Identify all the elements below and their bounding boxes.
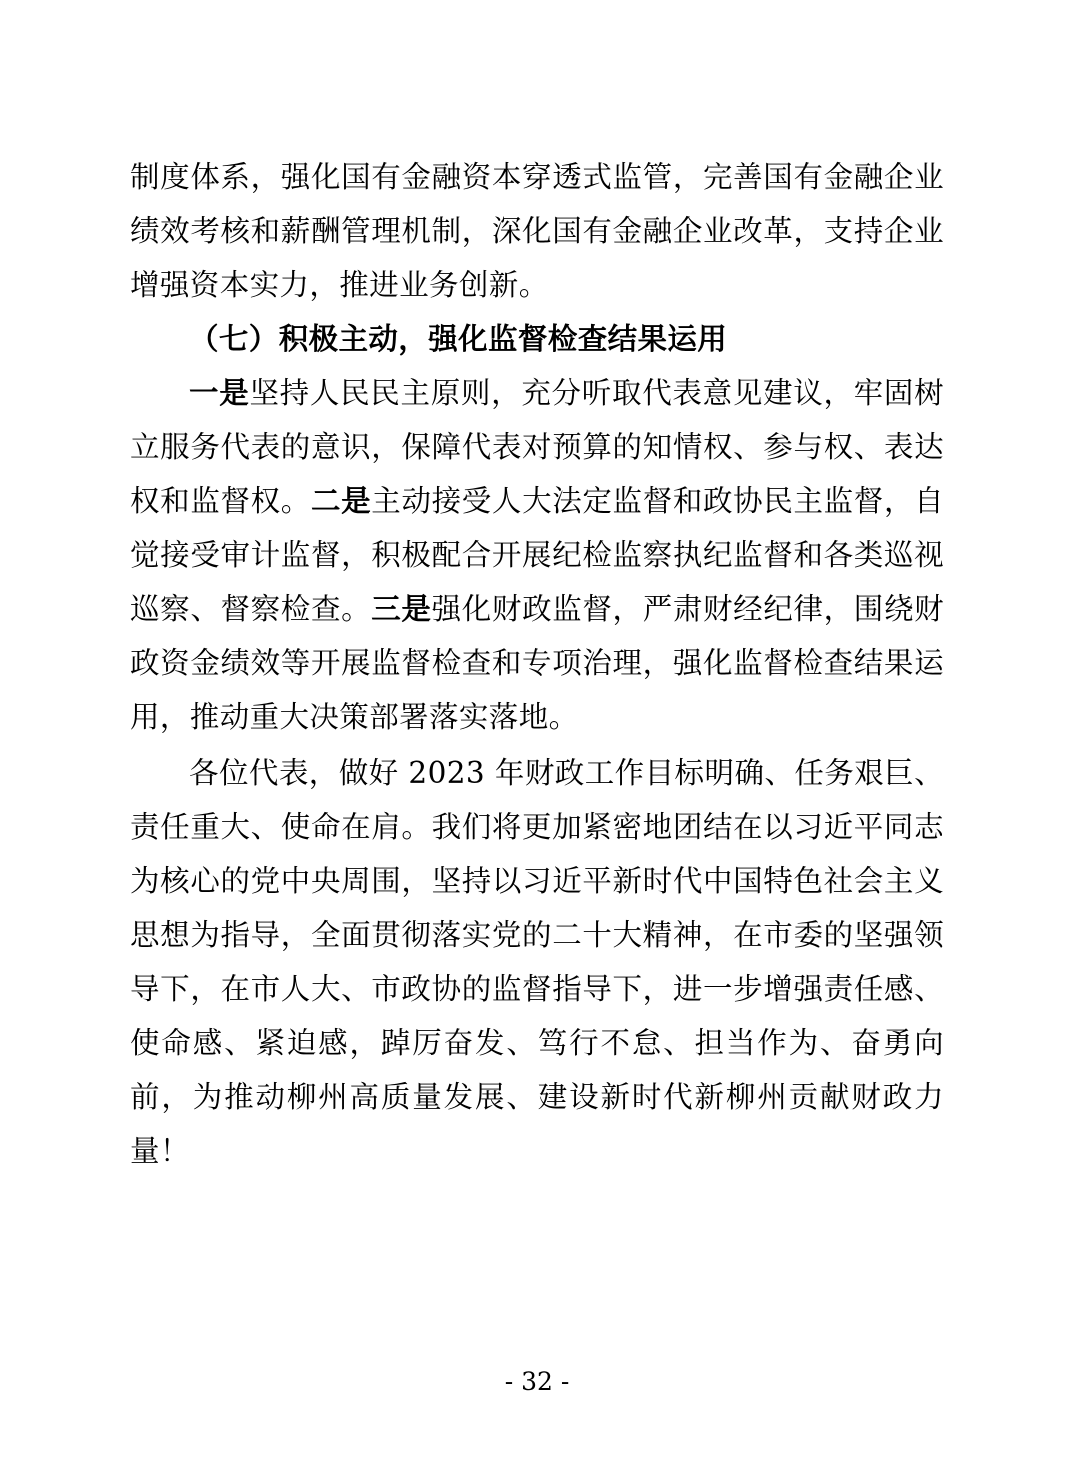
run-text-second: 主动接受人大法定监督和政协民主监督，自觉接受审计监督，积极配合开展纪检监察执纪监督和各类巡视巡察、督察检查。 [130,484,945,626]
heading-section-seven: （七）积极主动，强化监督检查结果运用 [189,321,728,356]
run-text-first: 坚持人民民主原则，充分听取代表意见建议，牢固树立服务代表的意识，保障代表对预算的知情权、参与权、表达权和监督权。 [130,376,944,518]
document-body [130,150,944,1178]
page-number: - 32 - [504,1367,570,1396]
paragraph-continued-finance-reform: 制度体系，强化国有金融资本穿透式监管，完善国有金融企业绩效考核和薪酬管理机制，深化国有金融企业改革，支持企业增强资本实力，推进业务创新。 [130,160,944,302]
run-text-third: 强化财政监督，严肃财经纪律，围绕财政资金绩效等开展监督检查和专项治理，强化监督检查结果运用，推动重大决策部署落实落地。 [130,592,944,734]
run-lead-first: 一是 [189,375,250,410]
paragraph-supervision-points [130,366,944,744]
paragraph-closing: 各位代表，做好 2023 年财政工作目标明确、任务艰巨、责任重大、使命在肩。我们将更加紧密地团结在以习近平同志为核心的党中央周围，坚持以习近平新时代中国特色社会主义思想为指导，全面贯彻落实党的二十大精神，在市委的坚强领导下，在市人大、市政协的监督指导下，进一步增强责任感、使命感、紧迫感，踔厉奋发、笃行不怠、担当作为、奋勇向前，为推动柳州高质量发展、建设新时代新柳州贡献财政力量！ [130,756,944,1168]
run-lead-third: 三是 [371,591,432,626]
run-lead-second: 二是 [310,483,372,518]
